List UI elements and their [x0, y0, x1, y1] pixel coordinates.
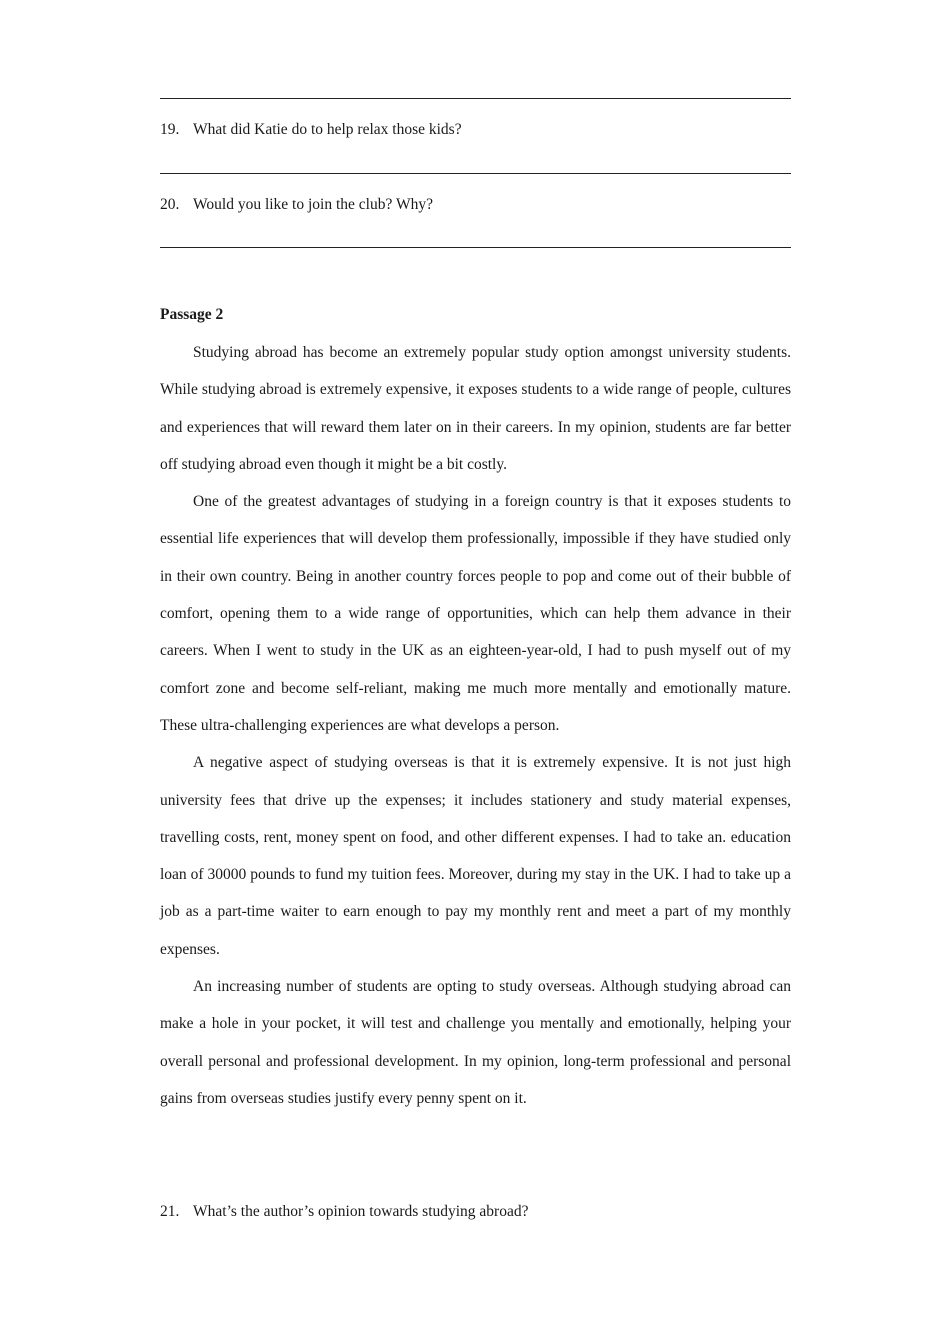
question-text: What’s the author’s opinion towards studying abroad?	[193, 1203, 529, 1220]
question-number: 21.	[160, 1203, 180, 1220]
answer-line	[160, 173, 791, 174]
answer-line	[160, 98, 791, 99]
answer-line	[160, 247, 791, 248]
question-text: Would you like to join the club? Why?	[193, 196, 433, 213]
passage-body	[160, 334, 791, 1117]
paragraph: A negative aspect of studying overseas is that it is extremely expensive. It is not just high university fees that drive up the expenses; it includes stationery and study material expenses, travelling costs, rent, money spent on food, and other different expenses. I had to take an. education loan of 30000 pounds to fund my tuition fees. Moreover, during my stay in the UK. I had to take up a job as a part-time waiter to earn enough to pay my monthly rent and meet a part of my monthly expenses.	[160, 754, 791, 958]
passage-heading: Passage 2	[160, 306, 224, 323]
paragraph: An increasing number of students are opting to study overseas. Although studying abroad can make a hole in your pocket, it will test and challenge you mentally and emotionally, helping your overall personal and professional development. In my opinion, long-term professional and personal gains from overseas studies justify every penny spent on it.	[160, 978, 791, 1107]
question-text: What did Katie do to help relax those kids?	[193, 121, 462, 138]
question-20	[160, 195, 433, 215]
question-number: 20.	[160, 196, 180, 213]
question-19	[160, 120, 462, 140]
question-number: 19.	[160, 121, 180, 138]
paragraph: One of the greatest advantages of studying in a foreign country is that it exposes students to essential life experiences that will develop them professionally, impossible if they have studied only in their own country. Being in another country forces people to pop and come out of their bubble of comfort, opening them to a wide range of opportunities, which can help them advance in their careers. When I went to study in the UK as an eighteen-year-old, I had to push myself out of my comfort zone and become self-reliant, making me much more mentally and emotionally mature. These ultra-challenging experiences are what develops a person.	[160, 493, 791, 734]
paragraph: Studying abroad has become an extremely popular study option amongst university students. While studying abroad is extremely expensive, it exposes students to a wide range of people, cultures and experiences that will reward them later on in their careers. In my opinion, students are far better off studying abroad even though it might be a bit costly.	[160, 344, 791, 473]
question-21	[160, 1202, 528, 1222]
